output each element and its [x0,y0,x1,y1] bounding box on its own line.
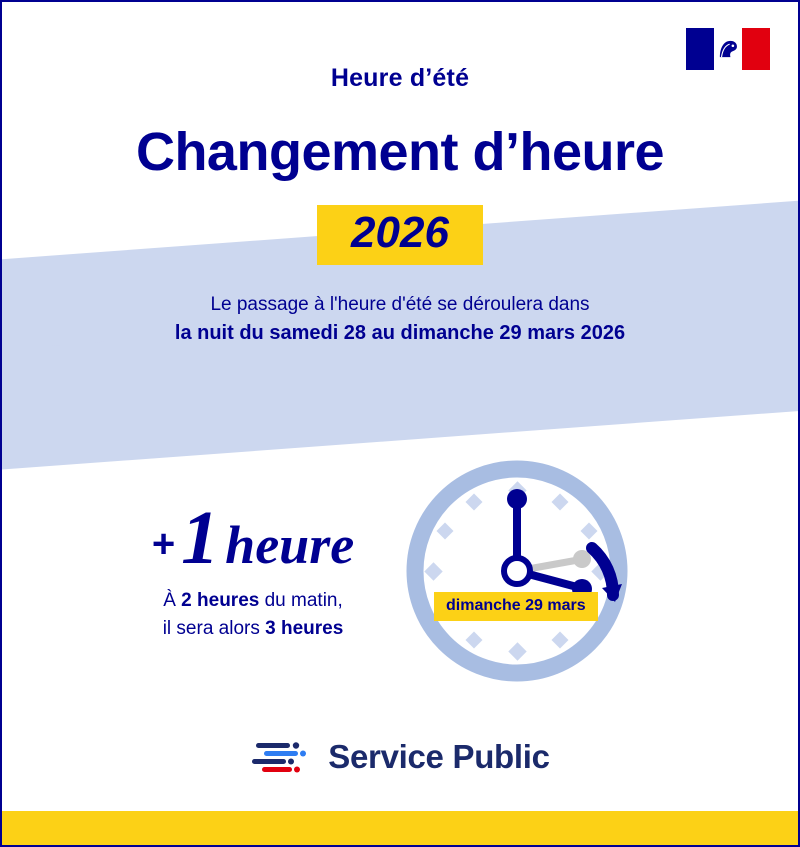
french-flag-marianne-icon [686,28,770,70]
poster-kicker: Heure d’été [330,64,470,92]
bottom-yellow-bar [2,811,798,845]
shift-plus-sign: + [151,521,176,566]
shift-detail-2-strong: 3 heures [265,618,344,640]
flag-stripe-red [742,28,770,70]
shift-detail-line-1 [98,587,408,616]
shift-detail [98,587,408,644]
clock-face-icon [402,456,632,686]
subtitle-line-1: Le passage à l'heure d'été se déroulera dans [210,294,590,316]
shift-detail-line-2 [98,615,408,644]
subtitle-line-2: la nuit du samedi 28 au dimanche 29 mars 2026 [174,321,626,344]
shift-detail-1-strong: 2 heures [181,589,260,611]
shift-detail-2-prefix: il sera alors [162,618,266,640]
poster-subtitle [2,291,798,348]
marianne-profile-icon [715,36,741,62]
shift-text-block [98,495,408,644]
service-public-logo-text: Service Public [328,738,550,775]
flag-stripe-white [714,28,742,70]
poster-content [2,2,798,716]
shift-amount-line [98,495,408,580]
service-public-logo [2,735,798,779]
shift-unit: heure [225,514,355,575]
clock-date-badge: dimanche 29 mars [434,592,598,621]
clock-illustration [402,456,632,686]
shift-section [2,456,798,716]
flag-stripe-blue [686,28,714,70]
service-public-mark-icon [250,735,314,779]
shift-detail-1-suffix: du matin, [259,589,343,611]
shift-amount: 1 [181,495,220,580]
poster-year-wrapper [2,205,798,265]
poster-title: Changement d’heure [135,122,665,182]
poster-year-badge: 2026 [317,205,483,265]
shift-detail-1-prefix: À [163,589,182,611]
